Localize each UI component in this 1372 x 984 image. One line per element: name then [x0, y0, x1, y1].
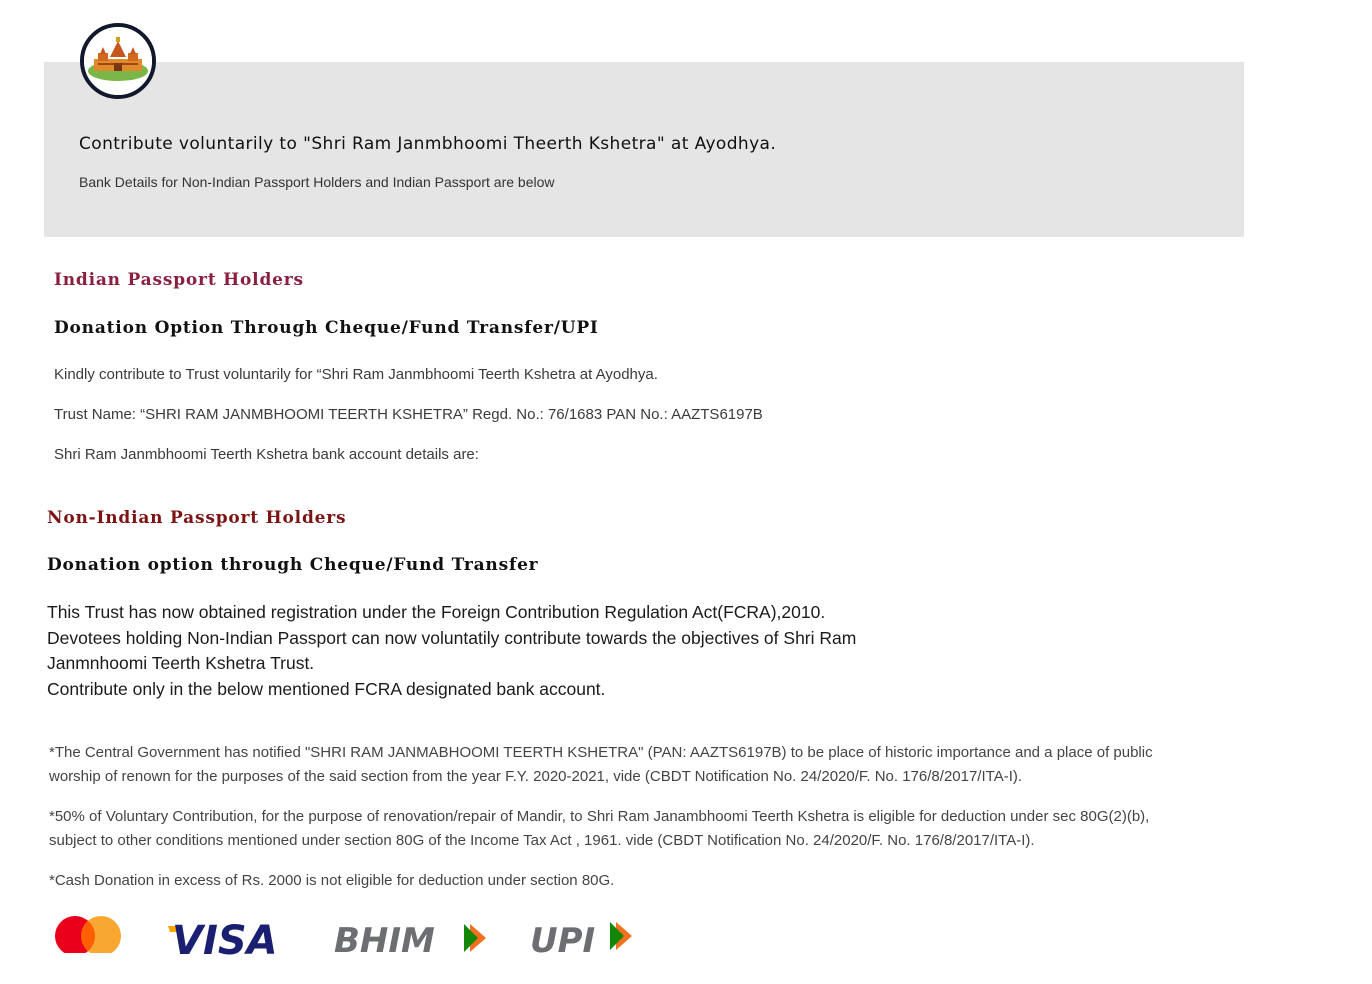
mastercard-icon	[54, 912, 124, 956]
note-cash-donation	[49, 869, 1249, 893]
upi-text: UPI	[530, 921, 596, 956]
note-line: *The Central Government has notified "SHRI RAM JANMABHOOMI TEERTH KSHETRA" (PAN: AAZTS6197B) to be place of historic importance and a place of public	[49, 744, 1153, 761]
fcra-line: Janmnhoomi Teerth Kshetra Trust.	[47, 653, 315, 674]
indian-heading: Indian Passport Holders	[54, 270, 304, 290]
bhim-logo	[332, 912, 492, 956]
fcra-line: Contribute only in the below mentioned FCRA designated bank account.	[47, 678, 606, 699]
fcra-line: Devotees holding Non-Indian Passport can now voluntatily contribute towards the objectives of Shri Ram	[47, 627, 857, 648]
note-line: *Cash Donation in excess of Rs. 2000 is not eligible for deduction under section 80G.	[49, 872, 615, 889]
indian-line-2: Trust Name: “SHRI RAM JANMBHOOMI TEERTH KSHETRA” Regd. No.: 76/1683 PAN No.: AAZTS6197B	[54, 406, 763, 423]
note-80g-deduction	[49, 805, 1249, 853]
temple-logo-icon[interactable]	[80, 23, 156, 99]
note-line: worship of renown for the purposes of the said section from the year F.Y. 2020-2021, vide (CBDT Notification No. 24/2020/F. No. 176/8/2017/ITA-I).	[49, 768, 1023, 785]
nonindian-subheading: Donation option through Cheque/Fund Transfer	[47, 555, 539, 575]
note-line: subject to other conditions mentioned under section 80G of the Income Tax Act , 1961. vide (CBDT Notification No. 24/2020/F. No. 176/8/2017/ITA-I).	[49, 832, 1035, 849]
visa-logo	[168, 912, 288, 956]
upi-logo	[528, 912, 638, 956]
hero-subtitle: Bank Details for Non-Indian Passport Holders and Indian Passport are below	[79, 174, 555, 190]
nonindian-heading: Non-Indian Passport Holders	[47, 508, 347, 528]
hero-title: Contribute voluntarily to "Shri Ram Janmbhoomi Theerth Kshetra" at Ayodhya.	[79, 134, 777, 154]
note-line: *50% of Voluntary Contribution, for the purpose of renovation/repair of Mandir, to Shri Ram Janambhoomi Teerth Kshetra is eligible for deduction under sec 80G(2)(b),	[49, 808, 1150, 825]
indian-line-1: Kindly contribute to Trust voluntarily for “Shri Ram Janmbhoomi Teerth Kshetra at Ayodhya.	[54, 366, 658, 383]
indian-line-3: Shri Ram Janmbhoomi Teerth Kshetra bank account details are:	[54, 446, 479, 463]
fcra-line: This Trust has now obtained registration under the Foreign Contribution Regulation Act(FCRA),2010.	[47, 602, 826, 622]
fcra-paragraph	[47, 600, 947, 702]
indian-subheading: Donation Option Through Cheque/Fund Transfer/UPI	[54, 318, 599, 338]
visa-text: VISA	[172, 918, 278, 956]
bhim-text: BHIM	[334, 921, 435, 956]
note-historic-importance	[49, 741, 1249, 789]
